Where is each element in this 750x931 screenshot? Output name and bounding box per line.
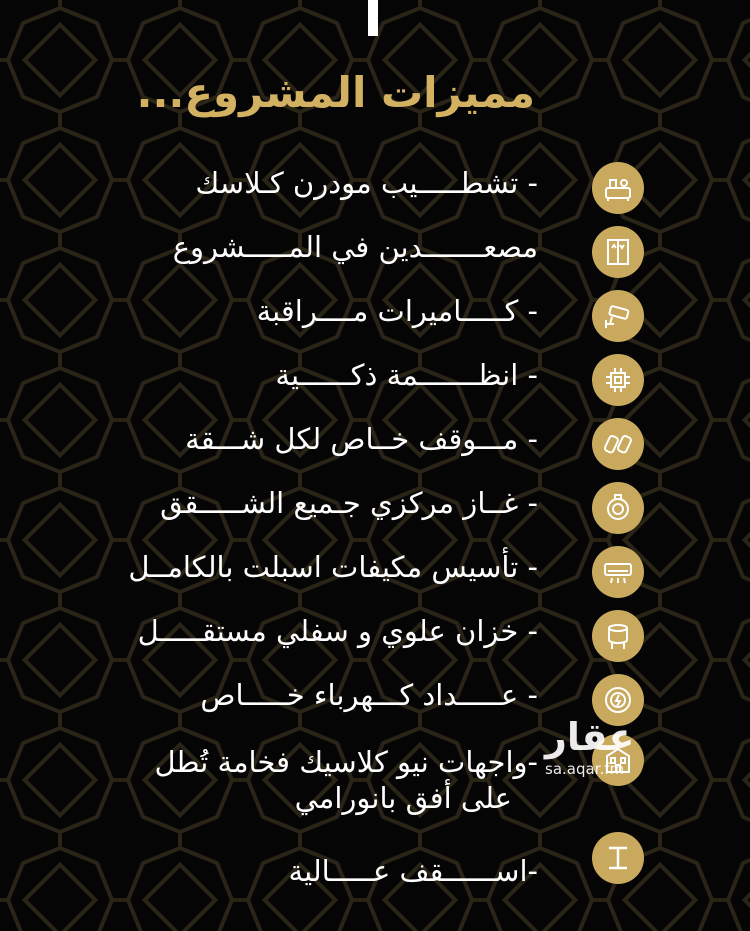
feature-item (185, 421, 538, 457)
parking-icon (592, 418, 644, 470)
high-ceiling-icon (592, 832, 644, 884)
top-accent-bar (368, 0, 378, 36)
feature-text: - كـــــاميرات مــــراقبة (256, 294, 538, 328)
security-camera-icon (592, 290, 644, 342)
gas-icon (592, 482, 644, 534)
elevator-icon (592, 226, 644, 278)
feature-text: -اســــــقف عـــــالية (288, 854, 538, 888)
feature-text: - مـــوقف خــاص لكل شـــقة (185, 422, 538, 456)
watermark-domain: sa.aqar.fm (545, 760, 625, 778)
feature-item (160, 485, 538, 521)
feature-text: -واجهات نيو كلاسيك فخامة تُطل (154, 745, 538, 779)
interior-finishing-icon (592, 162, 644, 214)
feature-item (200, 677, 538, 713)
feature-text: - غــاز مركزي جـميع الشـــــقق (160, 486, 538, 520)
feature-text: مصعـــــــدين في المـــــشروع (172, 230, 538, 264)
feature-item (138, 613, 538, 649)
feature-item (275, 357, 538, 393)
smart-system-icon (592, 354, 644, 406)
feature-text: - تأسيس مكيفات اسبلت بالكامــل (128, 550, 538, 584)
water-tank-icon (592, 610, 644, 662)
feature-item (98, 744, 538, 817)
feature-text-line2: على أفق بانورامي (294, 781, 512, 816)
aqar-watermark (545, 715, 635, 778)
feature-item (257, 293, 538, 329)
feature-text: - عـــــداد كـــهرباء خـــــاص (200, 678, 538, 712)
watermark-logo: عقار (545, 715, 635, 759)
feature-text: - خزان علوي و سفلي مستقـــــل (137, 614, 538, 648)
feature-text: - انظـــــــمة ذكــــــية (275, 358, 538, 392)
air-conditioner-icon (592, 546, 644, 598)
feature-item (173, 229, 538, 265)
feature-item (289, 853, 538, 889)
feature-item (195, 165, 538, 201)
page-title: مميزات المشروع... (136, 68, 535, 117)
feature-item (128, 549, 538, 585)
feature-text: - تشطـــــيب مودرن كـلاسك (195, 166, 538, 200)
